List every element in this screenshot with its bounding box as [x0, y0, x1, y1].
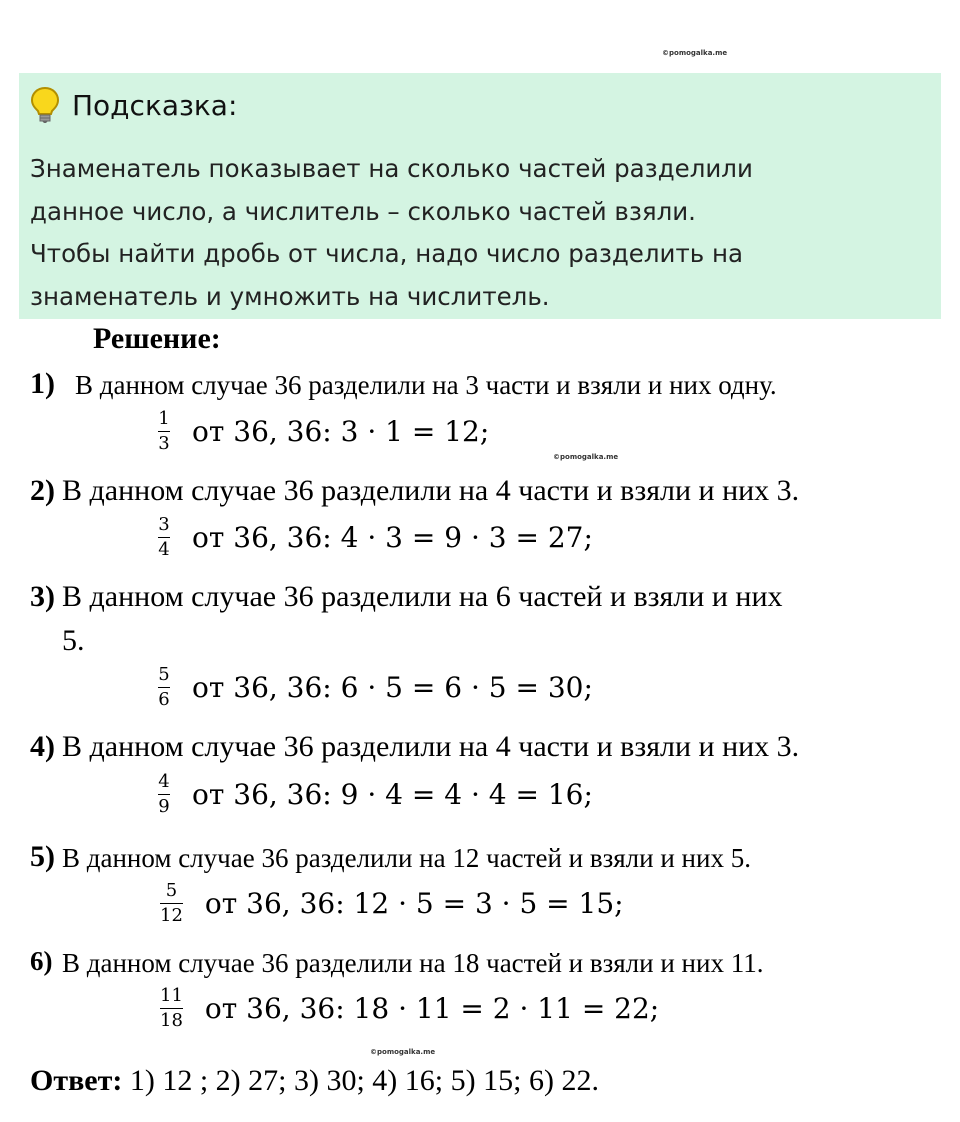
- formula-text: от 36, 36: 9 · 4 = 4 · 4 = 16;: [192, 778, 593, 811]
- denominator: 4: [158, 539, 170, 560]
- item-text: В данном случае 36 разделили на 3 части и взяли и них одну.: [75, 370, 777, 400]
- formula-text: от 36, 36: 6 · 5 = 6 · 5 = 30;: [192, 671, 593, 704]
- hint-text: [30, 148, 930, 318]
- item-text: В данном случае 36 разделили на 6 частей и взяли и них: [62, 580, 783, 613]
- solution-title: Решение:: [93, 322, 221, 355]
- fraction: [158, 514, 170, 561]
- numerator: 4: [158, 771, 170, 792]
- hint-title: Подсказка:: [72, 88, 238, 122]
- hint-line: данное число, а числитель – сколько частей взяли.: [30, 196, 696, 226]
- denominator: 9: [158, 796, 170, 817]
- item-text: В данном случае 36 разделили на 18 частей и взяли и них 11.: [62, 948, 764, 978]
- numerator: 5: [158, 664, 170, 685]
- denominator: 18: [160, 1010, 183, 1031]
- formula-text: от 36, 36: 12 · 5 = 3 · 5 = 15;: [204, 887, 624, 920]
- fraction: [160, 985, 183, 1032]
- item-formula: [158, 408, 489, 455]
- fraction: [160, 880, 183, 927]
- answer-label: Ответ:: [30, 1064, 123, 1097]
- item-text: В данном случае 36 разделили на 4 части и взяли и них 3.: [62, 474, 800, 507]
- watermark: ©pomogalka.me: [370, 1048, 436, 1056]
- item-formula: [158, 514, 593, 561]
- fraction: [158, 408, 170, 455]
- answer: [30, 1064, 599, 1098]
- item-formula: [160, 985, 659, 1032]
- item-number: 1): [30, 367, 55, 400]
- item-formula: [160, 880, 624, 927]
- item-text-continued: 5.: [62, 624, 85, 657]
- hint-line: Чтобы найти дробь от числа, надо число разделить на: [30, 239, 743, 268]
- item-number: 6): [30, 946, 53, 976]
- fraction: [158, 771, 170, 818]
- formula-text: от 36, 36: 3 · 1 = 12;: [192, 415, 490, 448]
- lightbulb-icon: [30, 86, 60, 124]
- answer-value: 1) 12 ; 2) 27; 3) 30; 4) 16; 5) 15; 6) 22.: [129, 1064, 599, 1097]
- item-text: В данном случае 36 разделили на 4 части и взяли и них 3.: [62, 730, 800, 763]
- item-text: В данном случае 36 разделили на 12 частей и взяли и них 5.: [62, 843, 751, 873]
- item-number: 5): [30, 840, 55, 873]
- item-number: 4): [30, 730, 55, 763]
- numerator: 3: [158, 514, 170, 535]
- numerator: 11: [160, 985, 183, 1006]
- hint-title-row: [30, 80, 237, 130]
- item-formula: [158, 771, 593, 818]
- watermark: ©pomogalka.me: [553, 453, 619, 461]
- hint-line: Знаменатель показывает на сколько частей разделили: [30, 154, 753, 183]
- item-formula: [158, 664, 593, 711]
- formula-text: от 36, 36: 18 · 11 = 2 · 11 = 22;: [204, 992, 660, 1025]
- item-number: 2): [30, 474, 55, 507]
- watermark: ©pomogalka.me: [662, 49, 728, 57]
- numerator: 1: [158, 408, 170, 429]
- hint-line: знаменатель и умножить на числитель.: [30, 281, 550, 311]
- fraction: [158, 664, 170, 711]
- item-number: 3): [30, 580, 55, 613]
- denominator: 6: [158, 689, 170, 710]
- numerator: 5: [165, 880, 178, 901]
- denominator: 12: [160, 905, 183, 926]
- formula-text: от 36, 36: 4 · 3 = 9 · 3 = 27;: [192, 521, 593, 554]
- denominator: 3: [158, 433, 170, 454]
